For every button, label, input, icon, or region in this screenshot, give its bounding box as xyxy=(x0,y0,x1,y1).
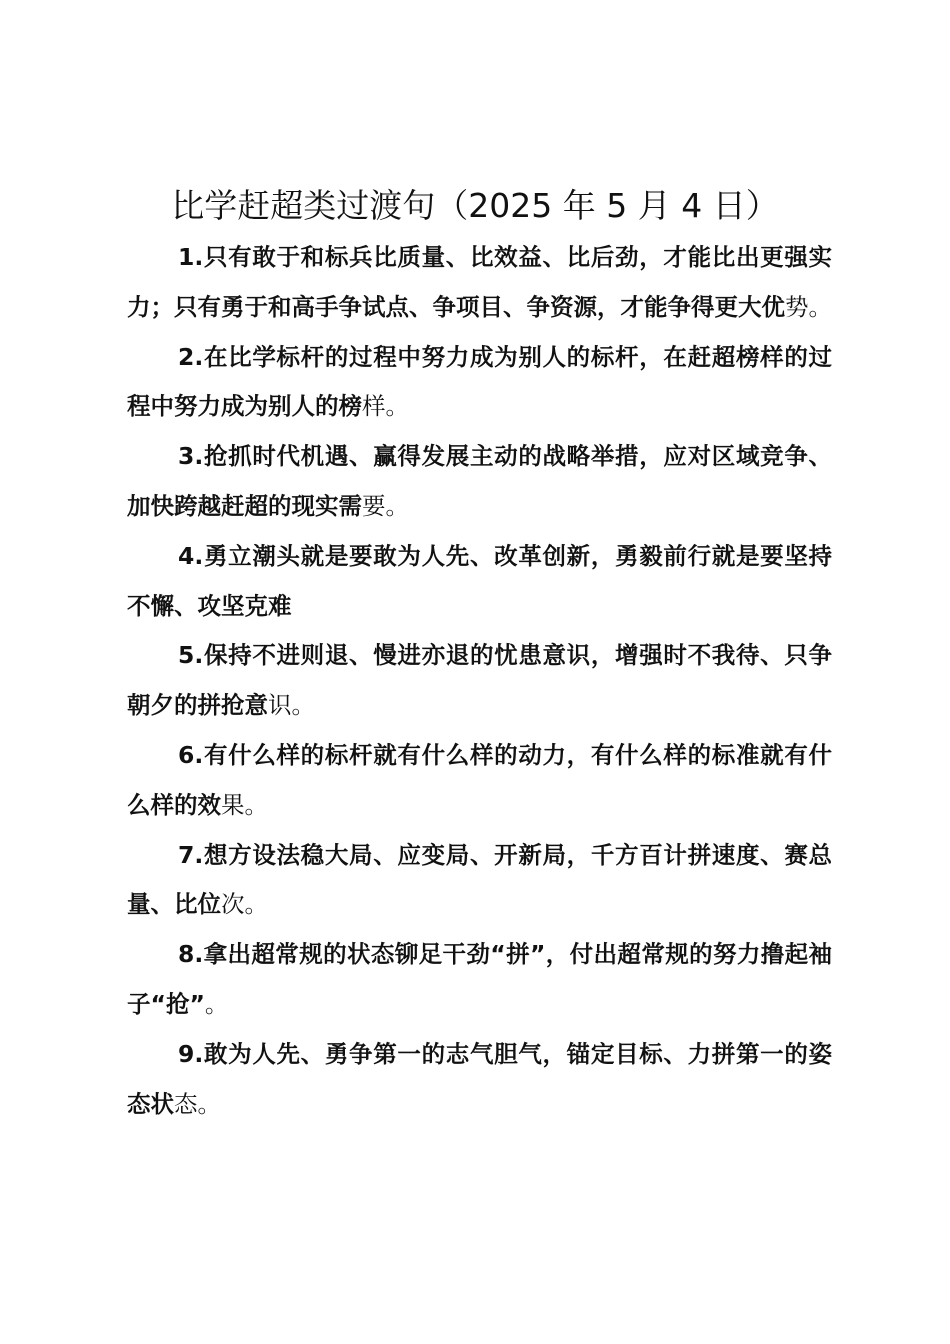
sentence-text: 1.只有敢于和标兵比质量、比效益、比后劲，才能比出更强实力；只有勇于和高手争试点、争项目、争资源，才能争得更大优 xyxy=(127,243,832,321)
sentence-tail: 。 xyxy=(204,989,229,1018)
sentence-tail: 态。 xyxy=(174,1089,221,1118)
sentence-item-7 xyxy=(127,831,832,931)
sentence-item-8 xyxy=(127,930,832,1030)
sentence-tail: 果。 xyxy=(221,790,268,819)
sentence-text: 3.抢抓时代机遇、赢得发展主动的战略举措，应对区域竞争、加快跨越赶超的现实需 xyxy=(127,442,832,520)
sentence-text: 8.拿出超常规的状态铆足干劲“拼”，付出超常规的努力撸起袖子“抢” xyxy=(127,940,832,1018)
sentence-item-2 xyxy=(127,333,832,433)
sentence-tail: 识。 xyxy=(268,691,315,720)
sentence-item-9 xyxy=(127,1030,832,1130)
sentence-item-1 xyxy=(127,233,832,333)
sentence-tail: 要。 xyxy=(362,491,409,520)
sentence-text: 9.敢为人先、勇争第一的志气胆气，锚定目标、力拼第一的姿态状 xyxy=(127,1039,832,1118)
sentence-tail: 样。 xyxy=(362,392,409,421)
sentence-item-5 xyxy=(127,631,832,731)
document-title: 比学赶超类过渡句（2025 年 5 月 4 日） xyxy=(171,186,779,225)
sentence-text: 7.想方设法稳大局、应变局、开新局，千方百计拼速度、赛总量、比位 xyxy=(127,840,832,919)
sentence-text: 2.在比学标杆的过程中努力成为别人的标杆，在赶超榜样的过程中努力成为别人的榜 xyxy=(127,342,832,421)
sentence-item-3 xyxy=(127,432,832,532)
sentence-tail: 次。 xyxy=(221,890,268,919)
sentence-item-6 xyxy=(127,731,832,831)
sentence-list xyxy=(127,233,832,1129)
sentence-item-4 xyxy=(127,532,832,632)
sentence-text: 4.勇立潮头就是要敢为人先、改革创新，勇毅前行就是要坚持不懈、攻坚克难 xyxy=(127,541,832,620)
sentence-tail: 势。 xyxy=(785,292,832,321)
sentence-text: 6.有什么样的标杆就有什么样的动力，有什么样的标准就有什么样的效 xyxy=(127,740,832,819)
sentence-text: 5.保持不进则退、慢进亦退的忧患意识，增强时不我待、只争朝夕的拼抢意 xyxy=(127,641,832,720)
